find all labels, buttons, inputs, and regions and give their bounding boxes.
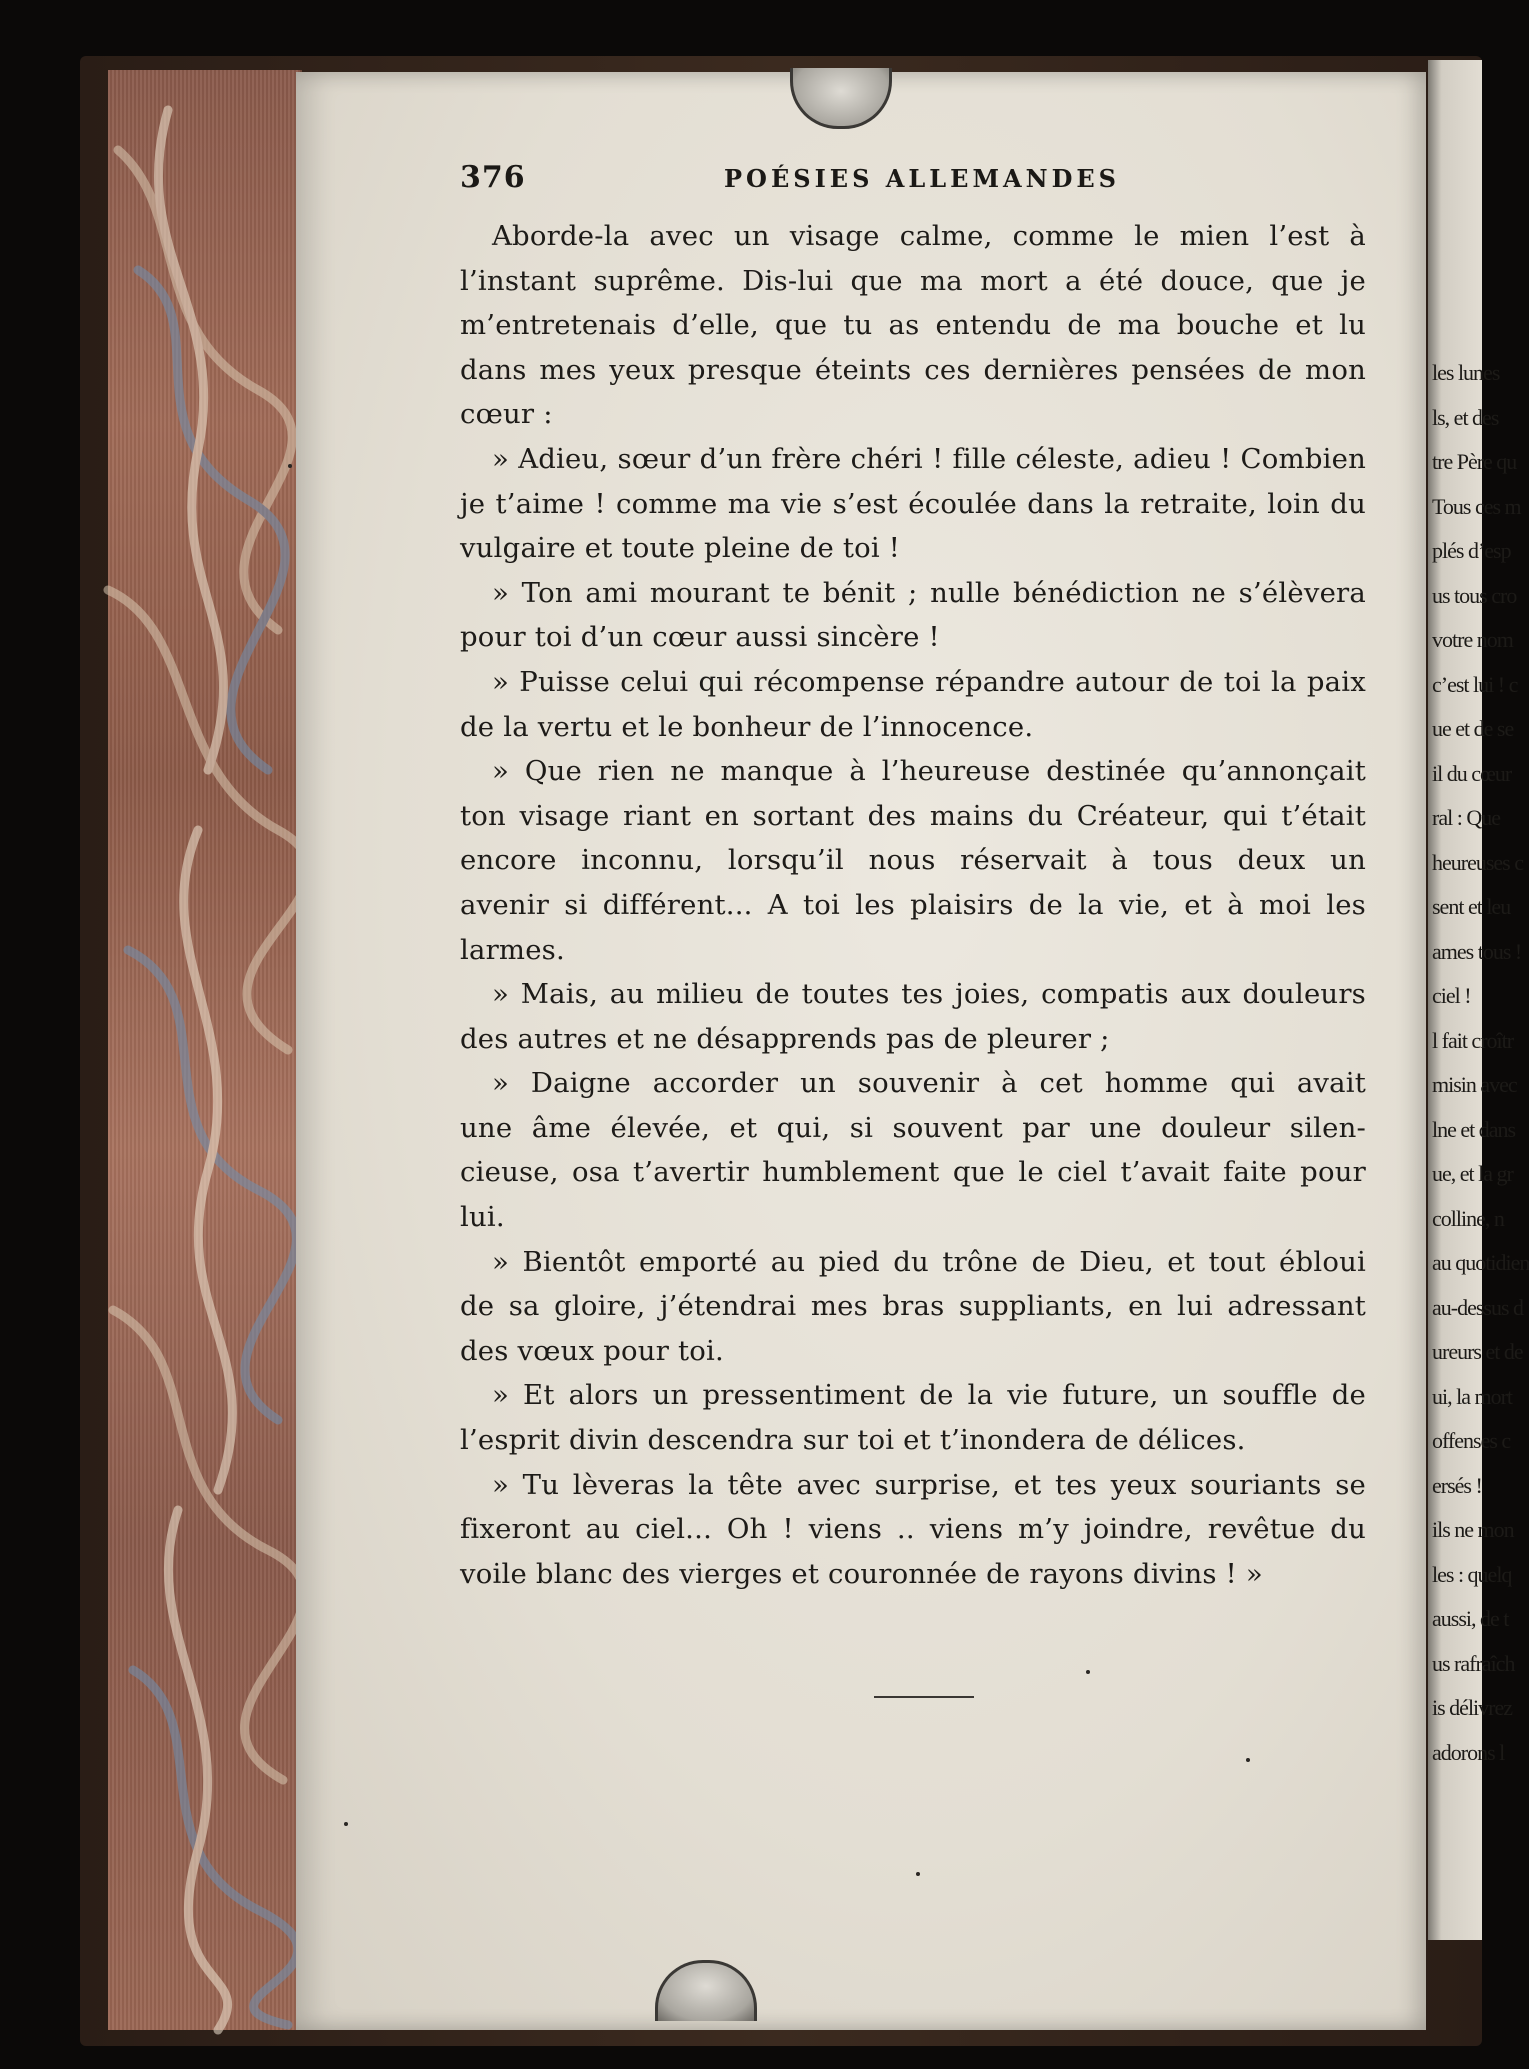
facing-page-fragment: sent et leu xyxy=(1432,894,1511,919)
text-line: » Que rien ne manque à l’heureuse destinée qu’annonçait xyxy=(492,755,1366,788)
text-line: lui. xyxy=(460,1201,505,1234)
text-line: » Bientôt emporté au pied du trône de Dieu, et tout ébloui xyxy=(492,1245,1366,1278)
text-line: » Adieu, sœur d’un frère chéri ! fille céleste, adieu ! Combien xyxy=(492,442,1366,475)
facing-page-fragment: ls, et des xyxy=(1432,404,1499,430)
text-line: de sa gloire, j’étendrai mes bras suppliants, en lui adressant xyxy=(460,1290,1366,1323)
facing-page-fragment: Tous ces m xyxy=(1432,493,1521,519)
section-end-rule xyxy=(874,1696,974,1698)
facing-page-fragment: l fait croîtr xyxy=(1432,1027,1514,1053)
facing-page-fragment: votre nom xyxy=(1432,627,1513,652)
text-line: des autres et ne désapprends pas de pleurer ; xyxy=(460,1022,1110,1055)
text-line: je t’aime ! comme ma vie s’est écoulée dans la retraite, loin du xyxy=(460,487,1366,520)
facing-page-fragment: misin avec xyxy=(1432,1072,1517,1097)
text-line: » Ton ami mourant te bénit ; nulle bénédiction ne s’élèvera xyxy=(492,576,1366,609)
facing-page-fragment: ames tous ! xyxy=(1432,938,1522,964)
facing-page-fragment: ils ne mon xyxy=(1432,1517,1514,1542)
facing-page-fragment: offenses c xyxy=(1432,1428,1511,1453)
running-header xyxy=(460,160,1120,200)
facing-page-fragment: ui, la mort xyxy=(1432,1383,1513,1409)
facing-page-fragment: les : quelq xyxy=(1432,1561,1512,1587)
text-line: voile blanc des vierges et couronnée de rayons divins ! » xyxy=(460,1557,1263,1590)
facing-page-fragment: ciel ! xyxy=(1432,983,1471,1008)
text-line: pour toi d’un cœur aussi sincère ! xyxy=(460,621,940,654)
facing-page-fragment: plés d’esp xyxy=(1432,538,1511,563)
text-line: fixeront au ciel... Oh ! viens .. viens m’y joindre, revêtue du xyxy=(460,1513,1366,1546)
text-line: m’entretenais d’elle, que tu as entendu de ma bouche et lu xyxy=(460,309,1366,342)
text-line: Aborde-la avec un visage calme, comme le mien l’est à xyxy=(492,220,1366,252)
text-line: l’instant suprême. Dis-lui que ma mort a été douce, que je xyxy=(460,264,1366,297)
body-text xyxy=(460,214,1366,1596)
facing-page-fragment: tre Père qu xyxy=(1432,449,1517,474)
running-title: POÉSIES ALLEMANDES xyxy=(724,164,1121,193)
facing-page-fragment: ral : Que xyxy=(1432,805,1500,830)
facing-page-fragment: is délivrez xyxy=(1432,1695,1513,1720)
facing-page-fragment: ue et de se xyxy=(1432,716,1514,741)
text-line: » Puisse celui qui récompense répandre autour de toi la paix xyxy=(492,665,1366,698)
facing-page-fragment: au quotidien xyxy=(1432,1250,1529,1275)
marbled-page-edge xyxy=(108,70,302,2030)
text-line: » Daigne accorder un souvenir à cet homme qui avait xyxy=(492,1067,1366,1100)
facing-page-fragment: lne et dans xyxy=(1432,1116,1516,1142)
facing-page-fragment: adorons l xyxy=(1432,1739,1505,1765)
facing-page-fragment: aussi, de t xyxy=(1432,1606,1509,1631)
text-line: avenir si différent... A toi les plaisirs de la vie, et à moi les xyxy=(460,888,1366,921)
text-line: une âme élevée, et qui, si souvent par une douleur silen- xyxy=(460,1111,1366,1144)
facing-page-fragment: ersés ! xyxy=(1432,1472,1482,1498)
text-line: encore inconnu, lorsqu’il nous réservait à tous deux un xyxy=(460,844,1366,877)
facing-page-fragment: ureurs et de xyxy=(1432,1339,1523,1364)
text-line: larmes. xyxy=(460,933,565,966)
text-line: » Mais, au milieu de toutes tes joies, compatis aux douleurs xyxy=(492,978,1366,1011)
text-line: de la vertu et le bonheur de l’innocence. xyxy=(460,710,1034,743)
text-line: ton visage riant en sortant des mains du Créateur, qui t’était xyxy=(460,799,1366,832)
text-line: l’esprit divin descendra sur toi et t’inondera de délices. xyxy=(460,1424,1246,1457)
facing-page-fragment: heureuses c xyxy=(1432,849,1524,875)
text-line: » Et alors un pressentiment de la vie future, un souffle de xyxy=(492,1379,1366,1412)
facing-page-edge xyxy=(1428,60,1529,1940)
facing-page-fragment: us rafraîch xyxy=(1432,1650,1515,1676)
text-line: vulgaire et toute pleine de toi ! xyxy=(460,532,901,565)
facing-page-fragment: colline, n xyxy=(1432,1205,1504,1231)
facing-page-fragment: ue, et la gr xyxy=(1432,1161,1513,1186)
facing-page-fragment: au-dessus d xyxy=(1432,1294,1524,1320)
text-line: cœur : xyxy=(460,398,553,431)
text-line: des vœux pour toi. xyxy=(460,1334,724,1367)
facing-page-fragment: les lunes xyxy=(1432,360,1500,385)
text-line: dans mes yeux presque éteints ces dernières pensées de mon xyxy=(460,353,1366,386)
facing-page-fragment: il du cœur xyxy=(1432,760,1512,786)
text-line: » Tu lèveras la tête avec surprise, et tes yeux souriants se xyxy=(492,1468,1366,1501)
facing-page-fragment: us tous cro xyxy=(1432,582,1517,608)
marbling-pattern xyxy=(108,70,300,2030)
text-line: cieuse, osa t’avertir humblement que le ciel t’avait faite pour xyxy=(460,1156,1366,1189)
facing-page-fragment: c’est lui ! c xyxy=(1432,671,1518,697)
page-number: 376 xyxy=(460,160,526,195)
